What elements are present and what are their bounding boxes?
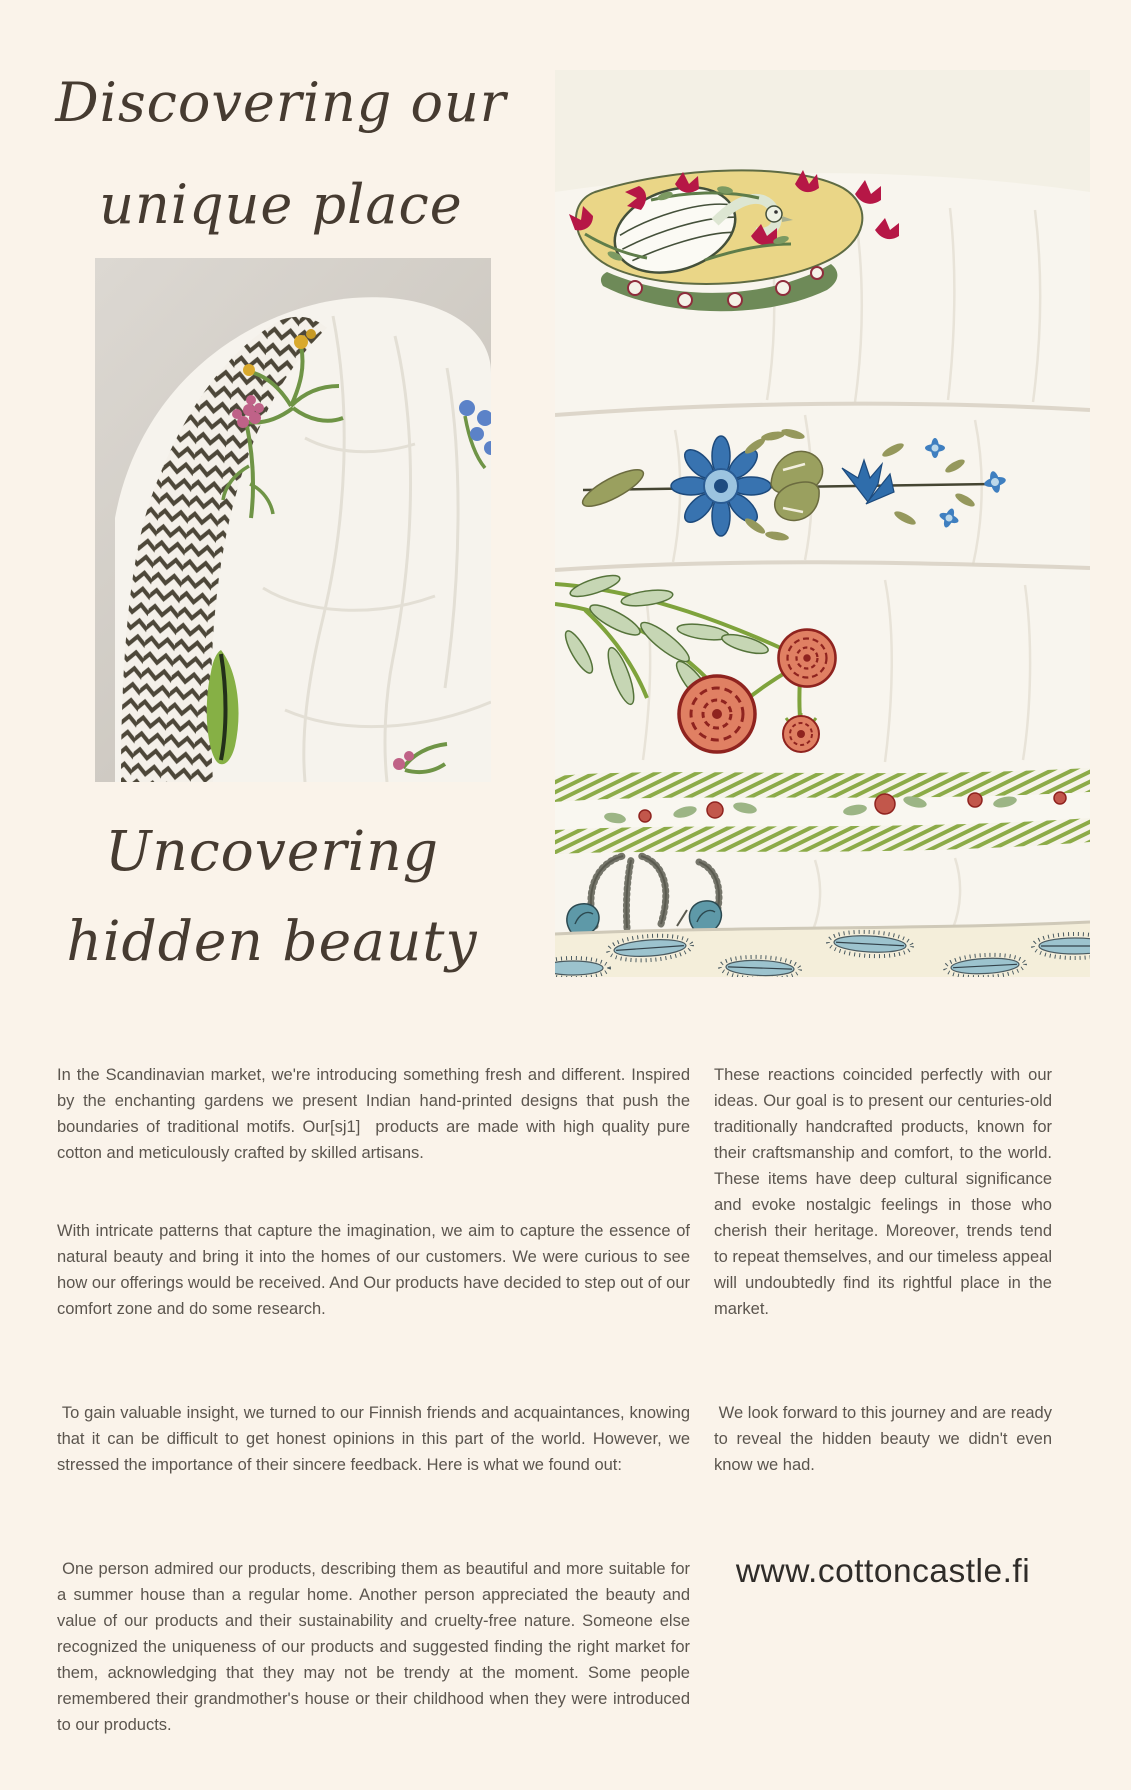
website-url: www.cottoncastle.fi — [735, 1553, 1031, 1590]
article-left-column — [57, 1010, 695, 1790]
quilt-drape-photo — [95, 258, 491, 782]
paragraph-journey: We look forward to this journey and are ready to reveal the hidden beauty we didn't even know we had. — [714, 1404, 1057, 1474]
article-right-column — [714, 1010, 1057, 1644]
paragraph-reactions: These reactions coincided perfectly with our ideas. Our goal is to present our centuries-old traditionally handcrafted products, known for their craftsmanship and comfort, to the world. These items have deep cultural significance and evoke nostalgic feelings in those who cherish their heritage. Moreover, trends tend to repeat themselves, and our timeless appeal will undoubtedly find its rightful place in the market. — [714, 1066, 1057, 1318]
paragraph-feedback: One person admired our products, describing them as beautiful and more suitable for a summer house than a regular home. Another person appreciated the beauty and value of our products and their sustainability and cruelty-free nature. Someone else recognized the uniqueness of our products and suggested finding the right market for them, acknowledging that they may not be trendy at the moment. Some people remembered their grandmother's house or their childhood when they were introduced to our products. — [57, 1560, 695, 1734]
section-title-line2: hidden beauty — [66, 909, 478, 973]
quilt-stack-photo — [555, 70, 1090, 977]
page-title-line2: unique place — [99, 173, 463, 236]
section-title — [34, 806, 510, 986]
section-title-line1: Uncovering — [105, 819, 439, 883]
quilt-drape-illustration — [95, 258, 491, 782]
striped-binding-motif — [555, 768, 1090, 854]
page-title — [48, 52, 514, 256]
paragraph-intro: In the Scandinavian market, we're introducing something fresh and different. Inspired by the enchanting gardens we present Indian hand-printed designs that push the boundaries of traditional motifs. Our[sj1] products are made with high quality pure cotton and meticulously crafted by skilled artisans. — [57, 1066, 695, 1162]
paragraph-insight: To gain valuable insight, we turned to our Finnish friends and acquaintances, knowing that it can be difficult to get honest opinions in this part of the world. However, we stressed the importance of their sincere feedback. Here is what we found out: — [57, 1404, 695, 1474]
quilt-stack-illustration — [555, 70, 1090, 977]
paragraph-patterns: With intricate patterns that capture the imagination, we aim to capture the essence of natural beauty and bring it into the homes of our customers. We were curious to see how our offerings would be received. And Our products have decided to step out of our comfort zone and do some research. — [57, 1222, 695, 1318]
page-title-line1: Discovering our — [55, 71, 507, 134]
